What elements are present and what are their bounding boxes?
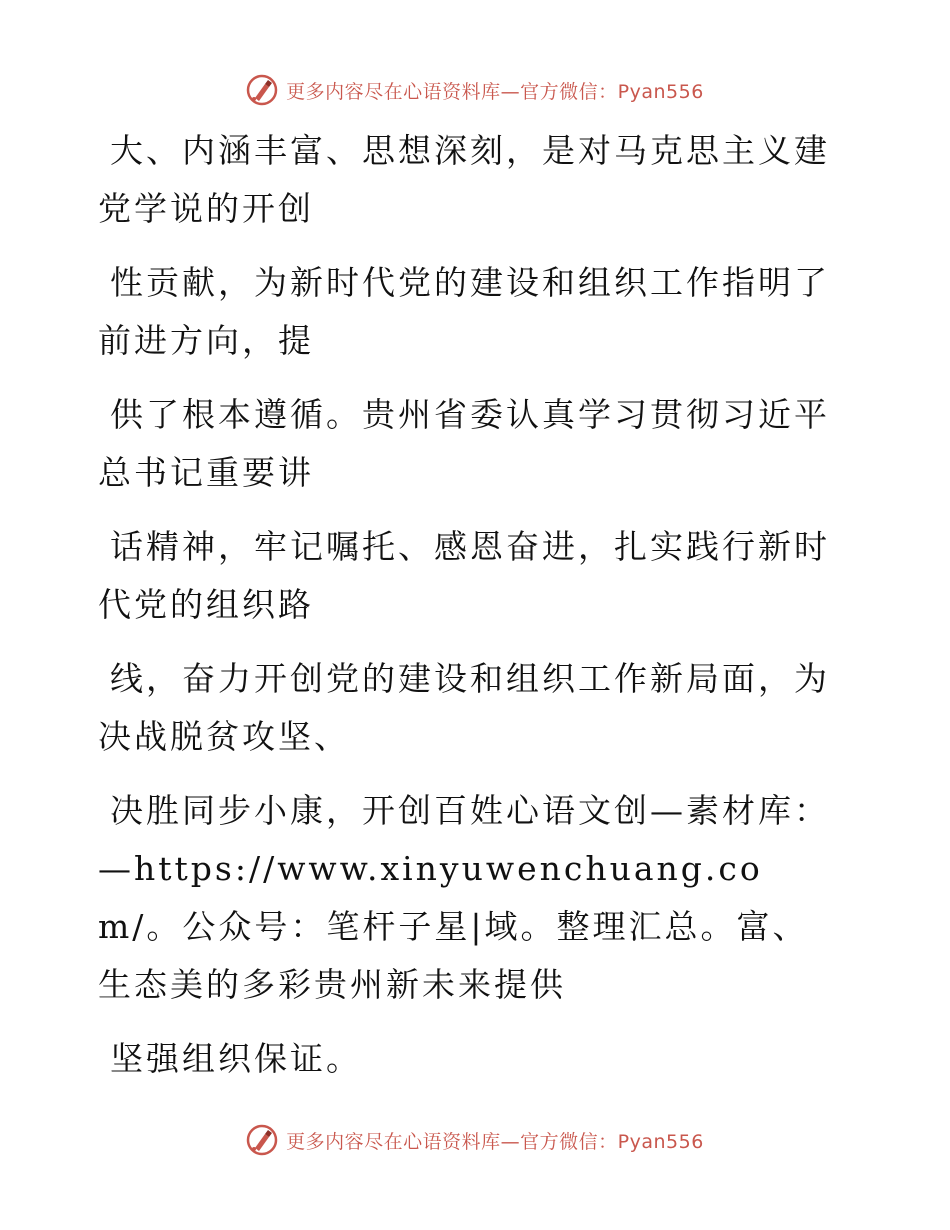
document-body (98, 122, 838, 1088)
header-watermark (0, 70, 950, 110)
paragraph: 决胜同步小康，开创百姓心语文创—素材库：—https://www.xinyuwenchuang.com/。公众号：笔杆子星|域。整理汇总。富、生态美的多彩贵州新未来提供 (98, 791, 830, 1004)
paragraph: 话精神，牢记嘱托、感恩奋进，扎实践行新时代党的组织路 (98, 527, 830, 624)
pen-nib-circle-icon (246, 74, 278, 106)
watermark-text: 更多内容尽在心语资料库—官方微信：Pyan556 (286, 80, 704, 103)
paragraph: 线，奋力开创党的建设和组织工作新局面，为决战脱贫攻坚、 (98, 659, 830, 756)
footer-watermark (0, 1120, 950, 1160)
paragraph: 坚强组织保证。 (110, 1039, 362, 1078)
watermark-text: 更多内容尽在心语资料库—官方微信：Pyan556 (286, 1130, 704, 1153)
pen-nib-circle-icon (246, 1124, 278, 1156)
paragraph: 性贡献，为新时代党的建设和组织工作指明了前进方向，提 (98, 263, 830, 360)
paragraph: 供了根本遵循。贵州省委认真学习贯彻习近平总书记重要讲 (98, 395, 830, 492)
paragraph: 大、内涵丰富、思想深刻，是对马克思主义建党学说的开创 (98, 131, 830, 228)
